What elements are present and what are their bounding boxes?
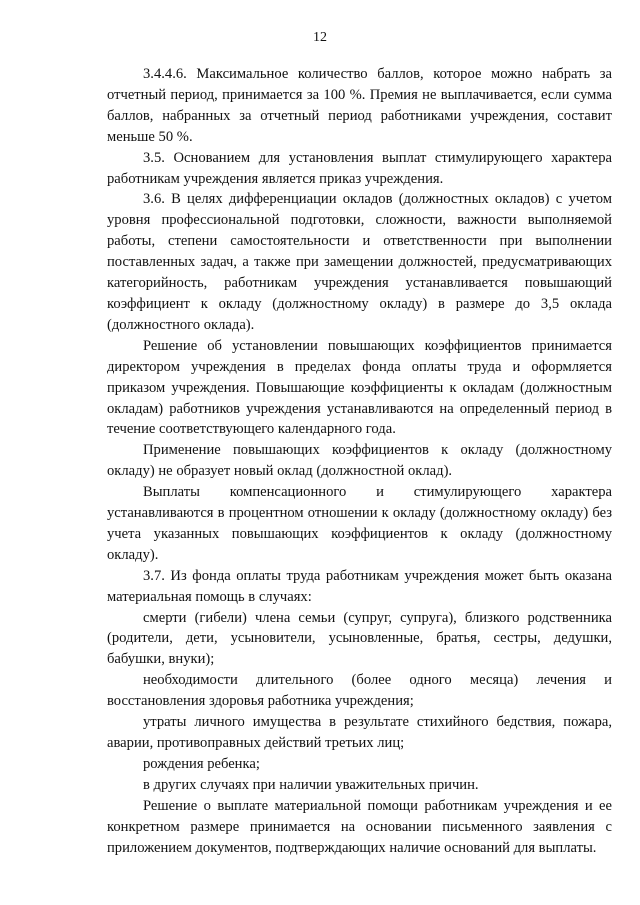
- list-item-death: смерти (гибели) члена семьи (супруг, супруга), близкого родственника (родители, дети, усыновители, усыновленные, братья, сестры, дедушки, бабушки, внуки);: [107, 609, 612, 668]
- paragraph-compensation-payments: Выплаты компенсационного и стимулирующего характера устанавливаются в процентном отношении к окладу (должностному окладу) без учета указанных повышающих коэффициентов к окладу (должностному окладу).: [107, 484, 612, 563]
- page-number: 12: [313, 30, 327, 45]
- paragraph-3-4-4-6: 3.4.4.6. Максимальное количество баллов, которое можно набрать за отчетный период, принимается за 100 %. Премия не выплачивается, если сумма баллов, набранных за отчетный период работниками учреждения, составит меньше 50 %.: [107, 66, 612, 145]
- list-item-treatment: необходимости длительного (более одного месяца) лечения и восстановления здоровья работника учреждения;: [107, 672, 612, 710]
- paragraph-coefficient-application: Применение повышающих коэффициентов к окладу (должностному окладу) не образует новый оклад (должностной оклад).: [107, 442, 612, 480]
- list-item-childbirth: рождения ребенка;: [143, 755, 260, 772]
- paragraph-3-5: 3.5. Основанием для установления выплат стимулирующего характера работникам учреждения является приказ учреждения.: [107, 149, 612, 187]
- document-body: [107, 64, 612, 858]
- paragraph-aid-decision: Решение о выплате материальной помощи работникам учреждения и ее конкретном размере принимается на основании письменного заявления с приложением документов, подтверждающих наличие оснований для выплаты.: [107, 797, 612, 856]
- paragraph-3-6: 3.6. В целях дифференциации окладов (должностных окладов) с учетом уровня профессиональной подготовки, сложности, важности выполняемой работы, степени самостоятельности и ответственности при выполнении поставленных задач, а также при замещении должностей, предусматривающих категорийность, работникам учреждения устанавливается повышающий коэффициент к окладу (должностному окладу) в размере до 3,5 оклада (должностного оклада).: [107, 191, 612, 333]
- list-item-property-loss: утраты личного имущества в результате стихийного бедствия, пожара, аварии, противоправных действий третьих лиц;: [107, 714, 612, 751]
- paragraph-3-7: 3.7. Из фонда оплаты труда работникам учреждения может быть оказана материальная помощь в случаях:: [107, 567, 612, 605]
- list-item-other: в других случаях при наличии уважительных причин.: [143, 776, 479, 793]
- paragraph-coefficient-decision: Решение об установлении повышающих коэффициентов принимается директором учреждения в пределах фонда оплаты труда и оформляется приказом учреждения. Повышающие коэффициенты к окладам (должностным окладам) работников учреждения устанавливаются на определенный период в течение соответствующего календарного года.: [107, 337, 612, 438]
